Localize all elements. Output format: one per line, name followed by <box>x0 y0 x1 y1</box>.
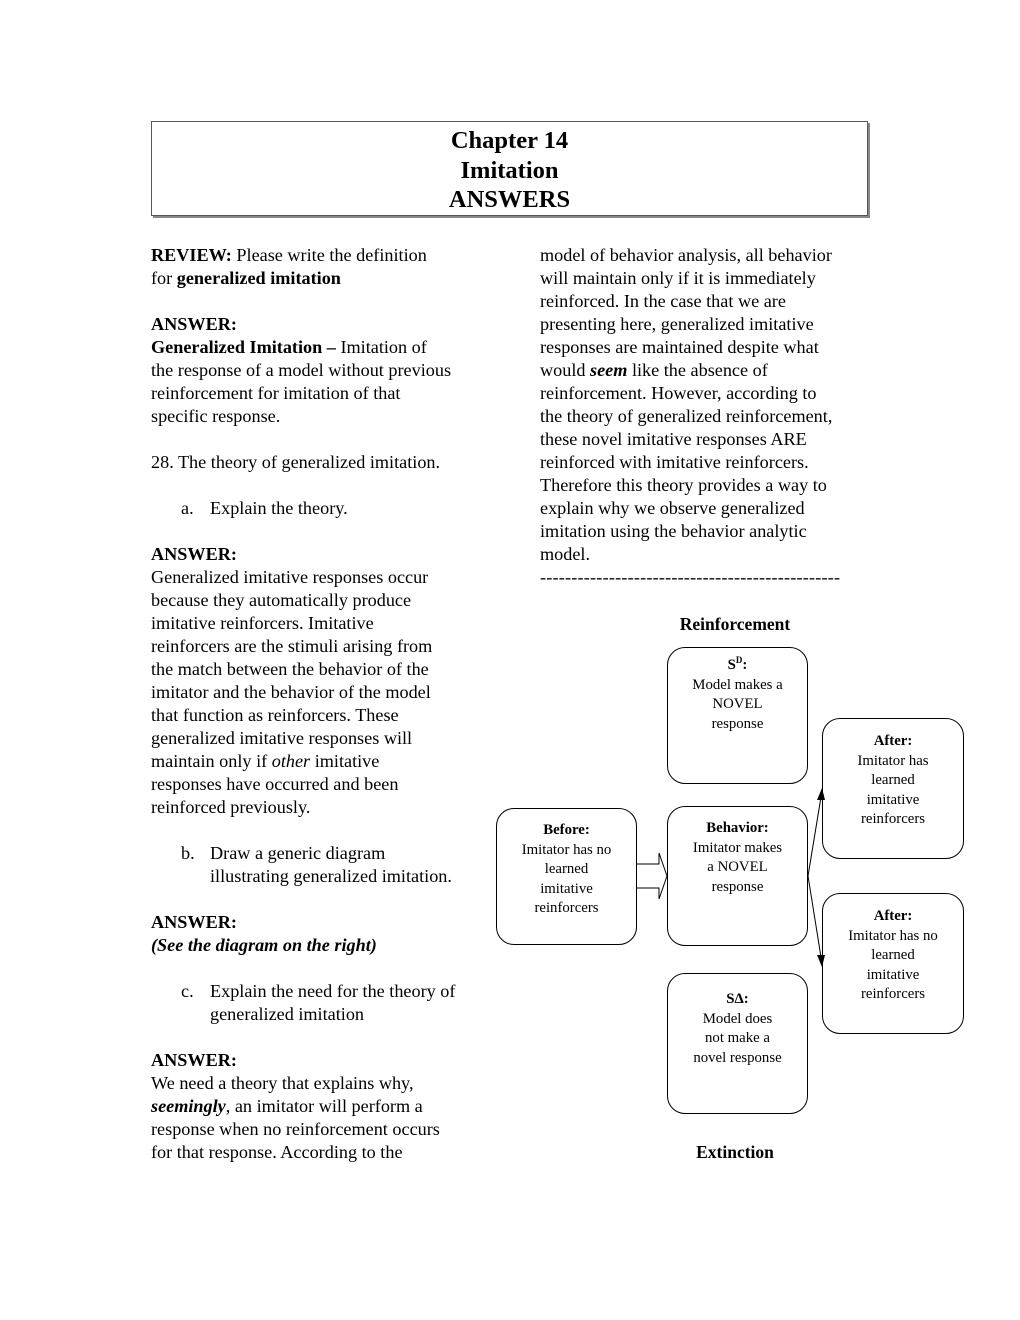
extinction-label: Extinction <box>696 1142 774 1162</box>
arrow-to-after-reinforced <box>808 797 821 876</box>
item-a: a. Explain the theory. <box>181 498 348 518</box>
arrowhead-down-icon <box>817 955 825 967</box>
divider: ------------------------------------------------ <box>540 567 841 587</box>
definition: Generalized Imitation – Imitation of <box>151 337 427 357</box>
chapter-number: Chapter 14 <box>450 127 569 154</box>
left-column: REVIEW: Please write the definition for generalized imitation ANSWER: Generalized Imitation – Imitation of the response of a model without previous reinforcement for imitation of that specific response. 28. The theory of generalized imitation. a. Explain the theory. ANSWER: Generalized imitative responses occur because they automatically produce imitative reinforcers. Imitative reinforcers are the stimuli arising from the match between the behavior of the imitator and the behavior of the model that function as reinforcers. These generalized imitative responses will maintain only if other imitative responses have occurred and been reinforced previously. b. Draw a generic diagram illustrating generalized imitation. ANSWER: (See the diagram on the right) c. Explain the need for the theory of generalized imitation ANSWER: We need a theory that explains why, seemingly, an imitator will perform a response when no reinforcement occurs for that response. According to the <box>151 244 496 1164</box>
behavior-box: Behavior: Imitator makes a NOVEL response <box>667 806 808 946</box>
after-extinction-box: After: Imitator has no learned imitative reinforcers <box>822 893 964 1034</box>
review-prompt: REVIEW: Please write the definition <box>151 245 427 265</box>
sd-box: $S^D$: Model makes a NOVEL response <box>667 647 808 784</box>
answers-heading: ANSWERS <box>448 186 571 213</box>
after-reinforced-box: After: Imitator has learned imitative reinforcers <box>822 718 964 859</box>
item-c: c. Explain the need for the theory of <box>181 981 456 1001</box>
chapter-title: Imitation <box>460 156 559 184</box>
reinforcement-label: Reinforcement <box>679 614 791 634</box>
question-28: 28. The theory of generalized imitation. <box>151 452 441 472</box>
block-arrow-icon <box>637 853 667 899</box>
answer-label: ANSWER: <box>151 912 237 932</box>
answer-label: ANSWER: <box>151 314 237 334</box>
answer-label: ANSWER: <box>151 544 237 564</box>
answer-label: ANSWER: <box>151 1050 237 1070</box>
arrow-to-after-extinction <box>808 876 821 957</box>
right-column: model of behavior analysis, all behavior will maintain only if it is immediately reinforced. In the case that we are presenting here, generalized imitative responses are maintained despite what would seem like the absence of reinforcement. However, according to the theory of generalized reinforcement, these novel imitative responses ARE reinforced with imitative reinforcers. Therefore this theory provides a way to explain why we observe generalized imitation using the behavior analytic model. ------------------------------------------------ <box>540 244 880 589</box>
diagram-reference: (See the diagram on the right) <box>151 935 377 955</box>
item-b: b. Draw a generic diagram <box>181 843 386 863</box>
arrowhead-up-icon <box>817 788 825 800</box>
review-term: generalized imitation <box>176 268 341 288</box>
sdelta-box: SΔ: Model does not make a novel response <box>667 973 808 1114</box>
before-box: Before: Imitator has no learned imitative reinforcers <box>496 808 637 945</box>
